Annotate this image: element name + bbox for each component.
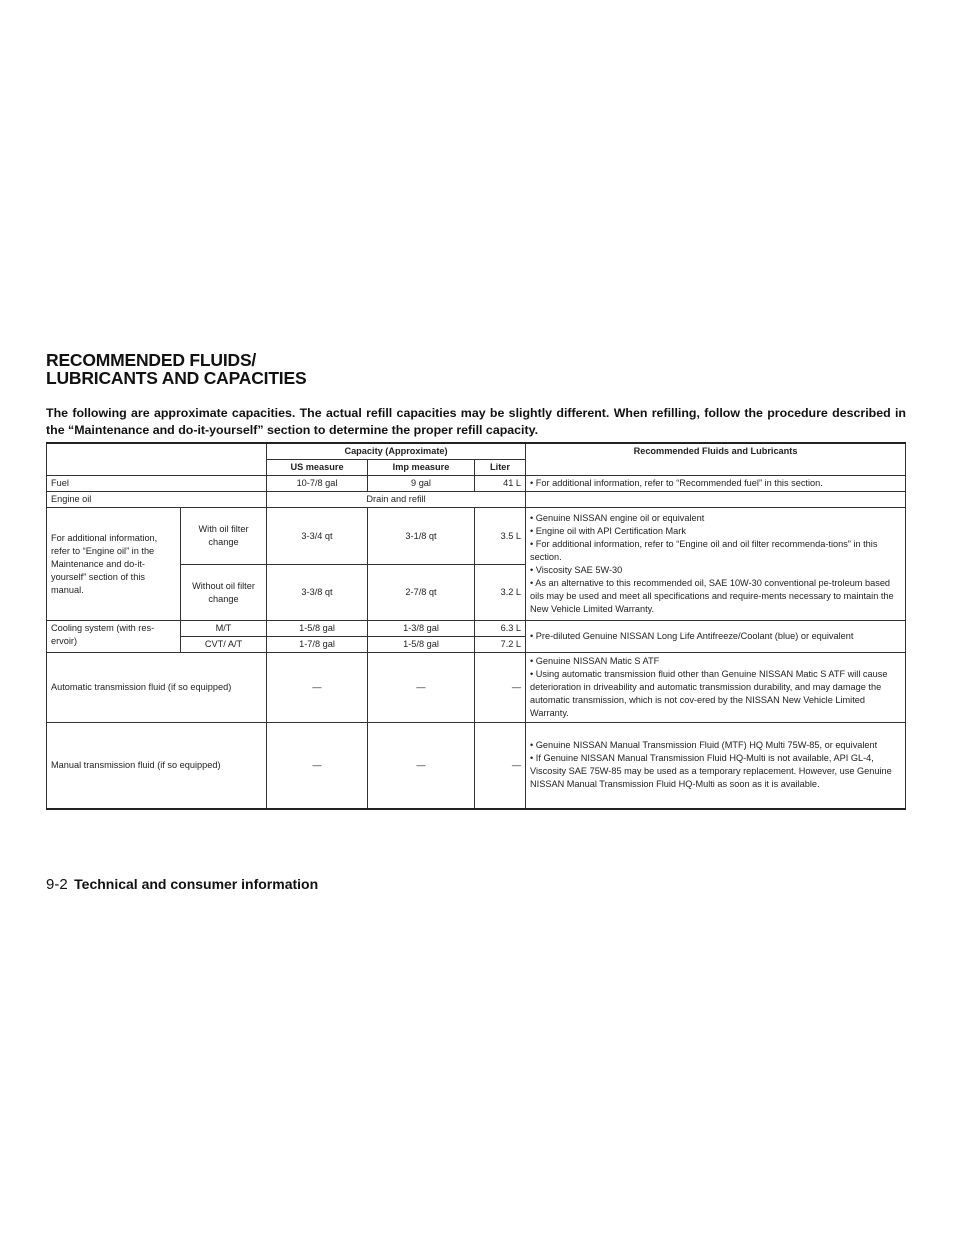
fuel-us: 10-7/8 gal [267,476,368,492]
without-filter-liter: 3.2 L [475,565,526,621]
cooling-cvt-label: CVT/ A/T [181,637,267,653]
engine-oil-label: Engine oil [47,492,267,508]
table-row [47,723,906,809]
atf-rec-line: • Using automatic transmission fluid other than Genuine NISSAN Matic S ATF will cause deterioration in driveability and automatic transmission durability, and may damage the automatic transmission, which is not cov-ered by the NISSAN New Vehicle Limited Warranty. [530,669,888,718]
with-filter-imp: 3-1/8 qt [368,508,475,565]
table-row [47,508,906,565]
mtf-us: — [267,723,368,809]
atf-recommendation [526,653,906,723]
oil-rec-line: • Viscosity SAE 5W-30 [530,565,623,575]
cooling-mt-imp: 1-3/8 gal [368,621,475,637]
capacities-table [46,442,906,810]
engine-oil-drain: Drain and refill [267,492,526,508]
intro-paragraph: The following are approximate capacities. The actual refill capacities may be slightly different. When refilling, follow the procedure described in the “Maintenance and do-it-yourself” section to determine the proper refill capacity. [46,406,906,437]
table-row [47,476,906,492]
mtf-recommendation [526,723,906,809]
engine-oil-recommendations [526,508,906,621]
cooling-mt-us: 1-5/8 gal [267,621,368,637]
atf-us: — [267,653,368,723]
fuel-label: Fuel [47,476,267,492]
cooling-recommendation: • Pre-diluted Genuine NISSAN Long Life Antifreeze/Coolant (blue) or equivalent [526,621,906,653]
oil-rec-line: • For additional information, refer to “Engine oil and oil filter recommenda-tions” in this section. [530,539,878,562]
fuel-recommendation: • For additional information, refer to “Recommended fuel” in this section. [526,476,906,492]
mtf-rec-line: • Genuine NISSAN Manual Transmission Fluid (MTF) HQ Multi 75W-85, or equivalent [530,740,878,751]
oil-rec-line: • As an alternative to this recommended oil, SAE 10W-30 conventional pe-troleum based oils may be used and meet all specifications and require-ments necessary to maintain the New Vehicle Limited Warranty. [530,578,894,614]
atf-liter: — [475,653,526,723]
atf-imp: — [368,653,475,723]
page-title [46,351,646,387]
without-filter-label: Without oil filter change [181,565,267,621]
cooling-cvt-imp: 1-5/8 gal [368,637,475,653]
with-filter-liter: 3.5 L [475,508,526,565]
with-filter-label: With oil filter change [181,508,267,565]
without-filter-us: 3-3/8 qt [267,565,368,621]
table-row [47,653,906,723]
without-filter-imp: 2-7/8 qt [368,565,475,621]
mtf-liter: — [475,723,526,809]
oil-rec-line: • Genuine NISSAN engine oil or equivalent [530,513,705,523]
table-row [47,492,906,508]
cooling-cvt-liter: 7.2 L [475,637,526,653]
header-capacity: Capacity (Approximate) [267,443,526,460]
header-liter: Liter [475,460,526,476]
header-recommended: Recommended Fluids and Lubricants [526,443,906,476]
mtf-rec-line: • If Genuine NISSAN Manual Transmission Fluid HQ-Multi is not available, API GL-4, Viscosity SAE 75W-85 may be used as a temporary replacement. However, use Genuine NISSAN Manual Transmission Fluid HQ-Multi as soon as it is available. [530,753,892,790]
cooling-mt-label: M/T [181,621,267,637]
cooling-cvt-us: 1-7/8 gal [267,637,368,653]
section-name: Technical and consumer information [74,876,319,892]
oil-info-label: For additional information, refer to “Engine oil” in the Maintenance and do-it-yourself” section of this manual. [47,508,181,621]
cooling-label: Cooling system (with res-ervoir) [47,621,181,653]
mtf-imp: — [368,723,475,809]
page-number: 9-2 [46,876,68,893]
page-title-line-1: RECOMMENDED FLUIDS/ [46,350,257,370]
fuel-liter: 41 L [475,476,526,492]
oil-rec-line: • Engine oil with API Certification Mark [530,526,686,536]
mtf-label: Manual transmission fluid (if so equipped) [47,723,267,809]
page-title-line-2: LUBRICANTS AND CAPACITIES [46,368,307,388]
engine-oil-recommendation [526,492,906,508]
table-header-row [47,443,906,460]
fuel-imp: 9 gal [368,476,475,492]
header-us-measure: US measure [267,460,368,476]
header-imp-measure: Imp measure [368,460,475,476]
cooling-mt-liter: 6.3 L [475,621,526,637]
atf-rec-line: • Genuine NISSAN Matic S ATF [530,656,660,666]
table-row [47,621,906,637]
page-footer [46,876,646,894]
with-filter-us: 3-3/4 qt [267,508,368,565]
atf-label: Automatic transmission fluid (if so equipped) [47,653,267,723]
